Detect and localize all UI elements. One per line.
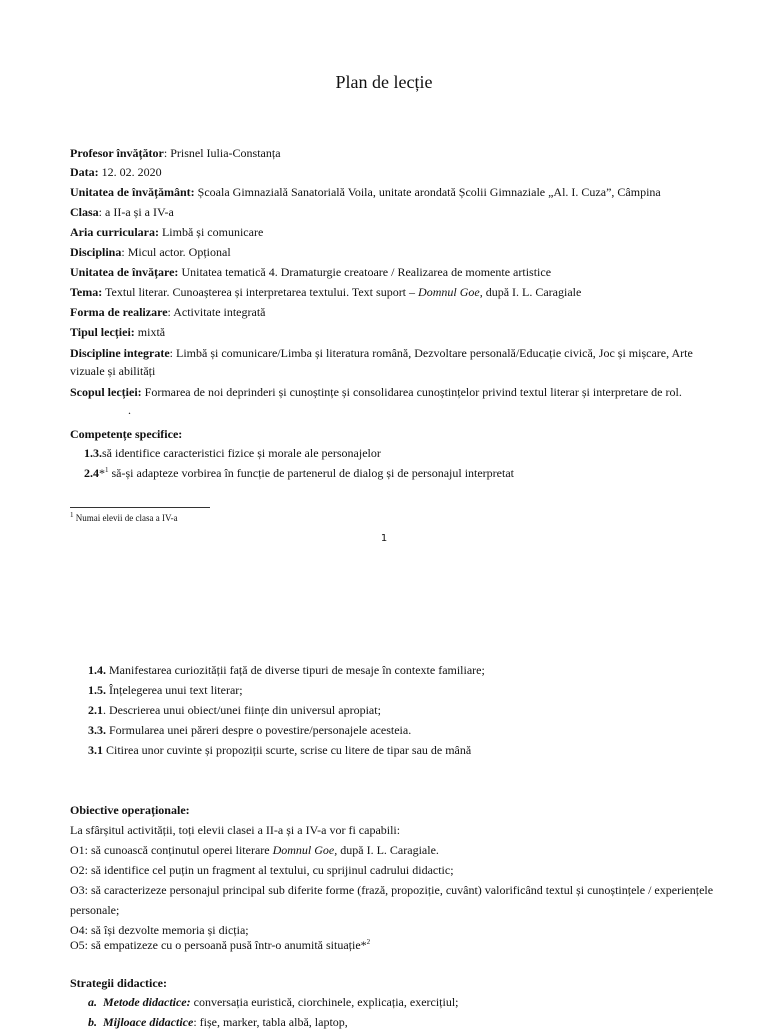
tipul-label: Tipul lecției: xyxy=(70,325,135,339)
page-number: 1 xyxy=(380,533,388,544)
aria-value: Limbă și comunicare xyxy=(158,225,264,239)
disciplina-value: : Micul actor. Opțional xyxy=(121,245,231,259)
objective-o4: O4: să își dezvolte memoria și dicția; xyxy=(70,923,249,937)
field-aria-curriculara xyxy=(70,224,263,240)
tema-value-a: Textul literar. Cunoașterea și interpretarea textului. Text suport – xyxy=(102,285,419,299)
strategie-label: Mijloace didactice xyxy=(103,1015,194,1029)
field-profesor xyxy=(70,145,281,161)
o1-italic: Domnul Goe, xyxy=(272,843,338,857)
forma-value: : Activitate integrată xyxy=(167,305,266,319)
disc-int-label: Discipline integrate xyxy=(70,346,170,360)
competente-heading-text: Competențe specifice: xyxy=(70,427,183,441)
competenta-text: Manifestarea curiozității față de diverse tipuri de mesaje în contexte familiare; xyxy=(106,663,485,677)
competenta-text: . Descrierea unui obiect/unei ființe din universul apropiat; xyxy=(103,703,381,717)
data-label: Data: xyxy=(70,165,99,179)
field-data xyxy=(70,164,162,180)
footnote xyxy=(70,512,178,524)
objective-o2: O2: să identifice cel puțin un fragment al textului, cu sprijinul cadrului didactic; xyxy=(70,863,454,877)
disciplina-label: Disciplina xyxy=(70,245,122,259)
forma-label: Forma de realizare xyxy=(70,305,168,319)
competenta-item xyxy=(88,682,243,698)
o1-text-a: O1: să cunoască conținutul operei literare xyxy=(70,843,273,857)
tema-label: Tema: xyxy=(70,285,103,299)
footnote-text: Numai elevii de clasa a IV-a xyxy=(73,513,178,523)
scopul-value: Formarea de noi deprinderi și cunoștințe și consolidarea cunoștințelor privind textul literar și interpretare de rol. xyxy=(141,385,682,399)
competenta-num: 1.4. xyxy=(88,663,106,677)
strategii-heading-text: Strategii didactice: xyxy=(70,976,167,990)
competenta-text: să identifice caracteristici fizice și morale ale personajelor xyxy=(102,446,381,460)
o1-text-b: după I. L. Caragiale. xyxy=(337,843,439,857)
strategie-value: : fișe, marker, tabla albă, laptop, xyxy=(193,1015,348,1029)
objective-o3-line2: personale; xyxy=(70,903,120,917)
tipul-value: mixtă xyxy=(134,325,166,339)
o5-star: * xyxy=(360,938,367,952)
footnote-marker: 1 xyxy=(70,511,74,519)
aria-label: Aria curriculara: xyxy=(70,225,159,239)
item-marker: b. xyxy=(88,1015,97,1029)
competenta-star: * xyxy=(99,466,105,480)
o5-text: O5: să empatizeze cu o persoană pusă într-o anumită situație xyxy=(70,938,361,952)
competenta-num: 1.5. xyxy=(88,683,106,697)
unitate-invatamant-value: Școala Gimnazială Sanatorială Voila, unitate arondată Școlii Gimnaziale „Al. I. Cuza”, Câmpina xyxy=(194,185,661,199)
data-value: 12. 02. 2020 xyxy=(98,165,162,179)
field-disciplina xyxy=(70,244,231,260)
field-unitate-invatamant xyxy=(70,184,661,200)
field-scopul-lectiei xyxy=(70,384,682,400)
footnote-ref: 1 xyxy=(105,466,109,474)
profesor-value: : Prisnel Iulia-Constanța xyxy=(163,146,281,160)
competenta-num: 3.3. xyxy=(88,723,106,737)
objective-o5 xyxy=(70,937,370,953)
strategie-item-b xyxy=(88,1014,348,1030)
field-forma-realizare xyxy=(70,304,266,320)
footnote-separator xyxy=(70,507,210,508)
item-marker: a. xyxy=(88,995,97,1009)
competenta-item xyxy=(88,742,471,758)
disc-int-value-1: : Limbă și comunicare/Limba și literatura română, Dezvoltare personală/Educație civică, Joc și mișcare, Arte xyxy=(169,346,693,360)
competenta-text: Citirea unor cuvinte și propoziții scurte, scrise cu litere de tipar sau de mână xyxy=(103,743,472,757)
stray-dot: . xyxy=(128,403,131,417)
strategii-heading xyxy=(70,975,167,991)
document-title: Plan de lecție xyxy=(335,72,433,92)
competenta-num: 2.1 xyxy=(88,703,103,717)
tema-value-italic: Domnul Goe, xyxy=(418,285,483,299)
unitate-invatare-label: Unitatea de învățare: xyxy=(70,265,179,279)
competenta-num: 2.4 xyxy=(84,466,99,480)
competenta-item xyxy=(88,662,485,678)
disc-int-value-2: vizuale și abilități xyxy=(70,364,156,378)
competenta-item xyxy=(84,445,381,461)
field-discipline-integrate xyxy=(70,345,693,361)
tema-value-b: după I. L. Caragiale xyxy=(482,285,582,299)
unitate-invatare-value: Unitatea tematică 4. Dramaturgie creatoare / Realizarea de momente artistice xyxy=(178,265,552,279)
field-tema xyxy=(70,284,581,300)
field-unitate-invatare xyxy=(70,264,551,280)
obiective-intro: La sfârșitul activității, toți elevii clasei a II-a și a IV-a vor fi capabili: xyxy=(70,823,401,837)
objective-o1 xyxy=(70,842,439,858)
unitate-invatamant-label: Unitatea de învățământ: xyxy=(70,185,195,199)
obiective-heading xyxy=(70,802,190,818)
competenta-item xyxy=(88,722,411,738)
strategie-value: conversația euristică, ciorchinele, explicația, exercițiul; xyxy=(190,995,459,1009)
field-clasa xyxy=(70,204,174,220)
clasa-value: : a II-a și a IV-a xyxy=(98,205,174,219)
objective-o3-line1: O3: să caracterizeze personajul principal sub diferite forme (frază, propoziție, cuvânt) valorificând textul și cunoștințele / experiențele xyxy=(70,883,714,897)
scopul-label: Scopul lecției: xyxy=(70,385,142,399)
competenta-num: 1.3. xyxy=(84,446,102,460)
clasa-label: Clasa xyxy=(70,205,99,219)
competenta-text: Formularea unei păreri despre o povestire/personajele acesteia. xyxy=(106,723,412,737)
competenta-item xyxy=(84,465,514,481)
footnote-ref: 2 xyxy=(366,938,371,946)
field-tipul-lectiei xyxy=(70,324,165,340)
strategie-item-a xyxy=(88,994,459,1010)
competenta-text: Înțelegerea unui text literar; xyxy=(106,683,243,697)
competenta-text: să-și adapteze vorbirea în funcție de partenerul de dialog și de personajul interpretat xyxy=(108,466,514,480)
competenta-item xyxy=(88,702,381,718)
competente-heading xyxy=(70,426,182,442)
profesor-label: Profesor învățător xyxy=(70,146,164,160)
competenta-num: 3.1 xyxy=(88,743,103,757)
strategie-label: Metode didactice: xyxy=(103,995,191,1009)
obiective-heading-text: Obiective operaționale: xyxy=(70,803,190,817)
